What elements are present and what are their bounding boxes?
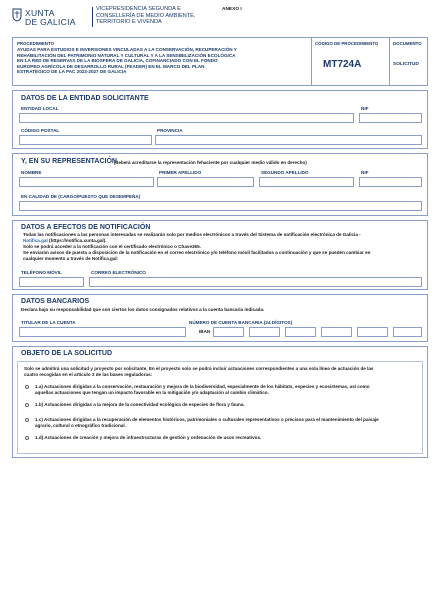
notifica-url: (https://notifica.xunta.gal). [49,238,107,243]
postal-code-label: CÓDIGO POSTAL [21,128,60,133]
surname2-field[interactable] [259,177,354,187]
representative-note: (deberá acreditarse la representación fehaciente por cualquier medio válido en derecho) [114,159,307,165]
role-field[interactable] [19,201,422,211]
iban-field[interactable] [213,327,244,337]
procedure-col-divider [389,38,390,85]
header-divider [92,7,93,27]
option-1c-radio[interactable] [25,418,29,422]
dept-line2: CONSELLERÍA DE MEDIO AMBIENTE, [96,12,196,19]
xunta-logo [12,6,92,28]
purpose-intro-line1: Solo se admitirá una solicitud y proyecto por solicitante. En el proyecto solo se podrá incluir actuaciones correspondientes a una sola línea de actuación de las [24,366,374,371]
purpose-section [12,346,428,458]
option-1b-radio[interactable] [25,403,29,407]
procedure-col-divider [311,38,312,85]
procedure-title [17,47,237,75]
notification-line5: cualquier momento a través de Notifica.gal: [23,256,119,261]
notification-line4: Se enviarán avisos de puesta a disposición de la notificación en el correo electrónico y/o teléfono móvil facilitados a continuación y que se pueden cambiar en [23,250,371,255]
procedure-title-line: EUROPEO AGRÍCOLA DE DESARROLLO RURAL (FEADER) EN EL MARCO DEL PLAN [17,63,205,69]
option-1c-line2: agrario, cultural o etnográfico tradicional. [35,423,126,428]
entity-field[interactable] [19,113,354,123]
representative-section [12,153,428,216]
procedure-code: MT724A [323,59,362,70]
holder-label: TITULAR DE LA CUENTA [21,320,76,325]
bank-declaration: Declara bajo su responsabilidad que son ciertos los datos consignados relativos a la cuenta bancaria indicada. [21,307,265,312]
role-label: EN CALIDAD DE (CARGO/PUESTO QUE DESEMPEÑA) [21,194,141,199]
representative-nif-label: NIF [361,170,369,175]
surname1-label: PRIMER APELLIDO [159,170,202,175]
purpose-title: OBJETO DE LA SOLICITUD [21,350,113,357]
option-1d-line1: 1.d) Actuaciones de creación y mejora de infraestructuras de gestión y ordenación de usos recreativos. [35,435,262,440]
phone-label: TELÉFONO MÓVIL [21,270,62,275]
postal-code-field[interactable] [19,135,152,145]
notification-line1: Todas las notificaciones a las personas interesadas se realizarán solo por medios electrónicos a través del Sistema de notificación electrónica de Galicia - [23,232,361,237]
option-1a-line2: aquellas actuaciones que tengan un impacto favorable en la mitigación y/o adaptación al cambio climático. [35,390,269,395]
account-label: NÚMERO DE CUENTA BANCARIA (24 DÍGITOS) [189,320,293,325]
name-label: NOMBRE [21,170,42,175]
galicia-shield-icon [12,8,22,22]
department-name [96,6,195,26]
account-block-field[interactable] [321,327,352,337]
representative-nif-field[interactable] [359,177,422,187]
option-1a-radio[interactable] [25,385,29,389]
entity-label: ENTIDAD LOCAL [21,106,59,111]
phone-field[interactable] [19,277,84,287]
holder-field[interactable] [19,327,186,337]
representative-title: Y, EN SU REPRESENTACIÓN [21,158,117,165]
logo-line1: XUNTA [25,8,55,18]
procedure-title-line: ESTRATÉGICO DE LA PAC 2023-2027 DE GALICIA [17,69,127,75]
notification-title: DATOS A EFECTOS DE NOTIFICACIÓN [21,224,151,231]
procedure-label: PROCEDIMIENTO [17,41,54,46]
bank-section [12,294,428,342]
procedure-title-line: REHABILITACIÓN DEL PATRIMONIO NATURAL Y CULTURAL Y A LA SENSIBILIZACIÓN ECOLÓGICA [17,52,236,58]
option-1a-line1: 1.a) Actuaciones dirigidas a la conservación, restauración y mejora de la biodiversidad, especialmente de los hábitats, especies y ecosistemas, así como [35,384,370,389]
document-type: SOLICITUD [393,62,419,67]
purpose-intro-line2: cuatro recogidas en el artículo 3 de las bases reguladoras: [24,372,153,377]
applicant-nif-field[interactable] [359,113,422,123]
applicant-section [12,90,428,149]
document-label: DOCUMENTO [393,41,422,46]
procedure-title-line: EN LA RED DE RESERVAS DE LA BIOSFERA DE GALICIA, COFINANCIADO CON EL FONDO [17,58,218,64]
notifica-link[interactable]: Notifica.gal [23,238,48,243]
option-1c-line1: 1.c) Actuaciones dirigidas a la recuperación de elementos históricos, patrimoniales o culturales representativos o precisos para el mantenimiento del paisaje [35,417,379,422]
province-label: PROVINCIA [157,128,183,133]
account-block-field[interactable] [357,327,388,337]
province-field[interactable] [155,135,422,145]
email-field[interactable] [89,277,422,287]
name-field[interactable] [19,177,154,187]
dept-line1: VICEPRESIDENCIA SEGUNDA E [96,6,181,12]
purpose-inner-box [17,361,423,454]
option-1b-line1: 1.b) Actuaciones dirigidas a la mejora de la conectividad ecológica de especies de flora y fauna. [35,402,245,407]
procedure-code-label: CÓDIGO DE PROCEDIMIENTO [315,41,379,46]
email-label: CORREO ELECTRÓNICO [91,270,146,275]
annex-label: ANEXO I [222,7,242,12]
logo-line2: DE GALICIA [25,17,76,27]
option-1d-radio[interactable] [25,436,29,440]
procedure-title-line: AYUDAS PARA ESTUDIOS E INVERSIONES VINCULADAS A LA CONSERVACIÓN, RECUPERACIÓN Y [17,47,237,52]
iban-label: IBAN [199,329,211,334]
applicant-title: DATOS DE LA ENTIDAD SOLICITANTE [21,95,149,102]
account-block-field[interactable] [393,327,422,337]
surname2-label: SEGUNDO APELLIDO [261,170,309,175]
procedure-box [12,37,428,86]
notification-section [12,220,428,290]
surname1-field[interactable] [157,177,254,187]
bank-title: DATOS BANCARIOS [21,298,90,305]
notification-line3: Solo se podrá acceder a la notificación con el certificado electrónico o Chave365. [23,244,201,249]
applicant-nif-label: NIF [361,106,369,111]
account-block-field[interactable] [249,327,280,337]
dept-line3: TERRITORIO E VIVENDA [96,19,162,26]
account-block-field[interactable] [285,327,316,337]
